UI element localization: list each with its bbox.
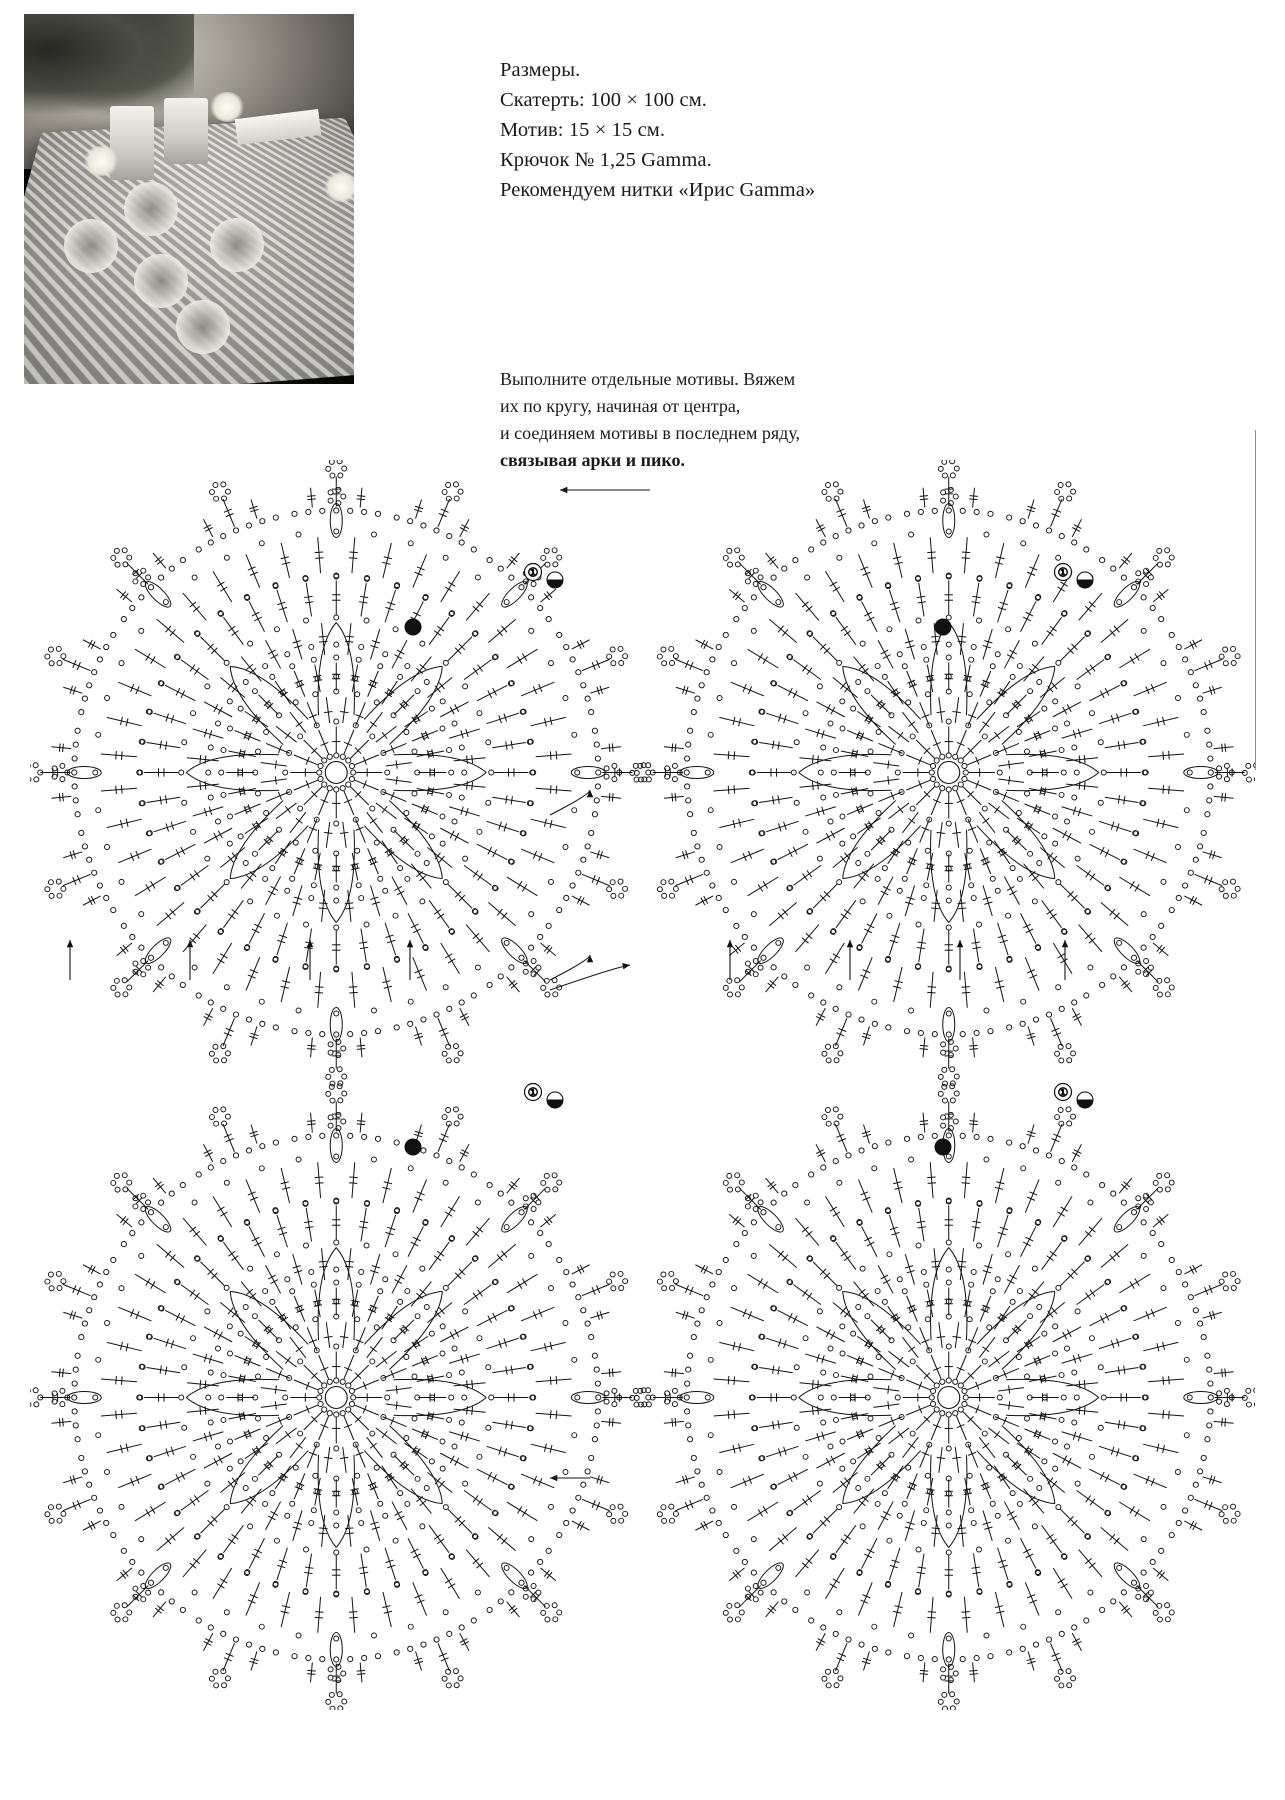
svg-text:①: ① bbox=[1057, 1085, 1069, 1100]
instructions-line-2: их по кругу, начиная от центра, bbox=[500, 396, 741, 416]
specs-line-motif: Мотив: 15 × 15 см. bbox=[500, 119, 666, 141]
photo-lily-flower bbox=[210, 92, 244, 122]
instructions-line-1: Выполните отдельные мотивы. Вяжем bbox=[500, 369, 796, 389]
svg-text:①: ① bbox=[1057, 565, 1069, 580]
specs-line-hook: Крючок № 1,25 Gamma. bbox=[500, 149, 712, 171]
instructions-line-3: и соединяем мотивы в последнем ряду, bbox=[500, 423, 801, 443]
specifications-block bbox=[500, 55, 815, 205]
specs-heading: Размеры. bbox=[500, 59, 581, 81]
photo-motif bbox=[124, 182, 178, 236]
photo-vase bbox=[110, 106, 154, 180]
crochet-chart-diagram bbox=[30, 460, 1255, 1710]
instructions-line-4-bold: связывая арки и пико. bbox=[500, 450, 685, 470]
photo-motif bbox=[210, 218, 264, 272]
svg-text:①: ① bbox=[527, 565, 539, 580]
photo-lily-flower bbox=[324, 172, 354, 202]
instructions-block bbox=[500, 366, 900, 474]
tablecloth-photo bbox=[24, 14, 354, 384]
photo-motif bbox=[64, 219, 118, 273]
page-edge-rule bbox=[1255, 430, 1266, 770]
photo-vase bbox=[164, 98, 208, 164]
svg-text:①: ① bbox=[527, 1085, 539, 1100]
specs-line-size: Скатерть: 100 × 100 см. bbox=[500, 89, 707, 111]
photo-lily-flower bbox=[84, 146, 118, 176]
specs-line-yarn: Рекомендуем нитки «Ирис Gamma» bbox=[500, 179, 816, 201]
photo-motif bbox=[176, 300, 230, 354]
crochet-chart-svg bbox=[30, 460, 1255, 1710]
photo-motif bbox=[134, 254, 188, 308]
